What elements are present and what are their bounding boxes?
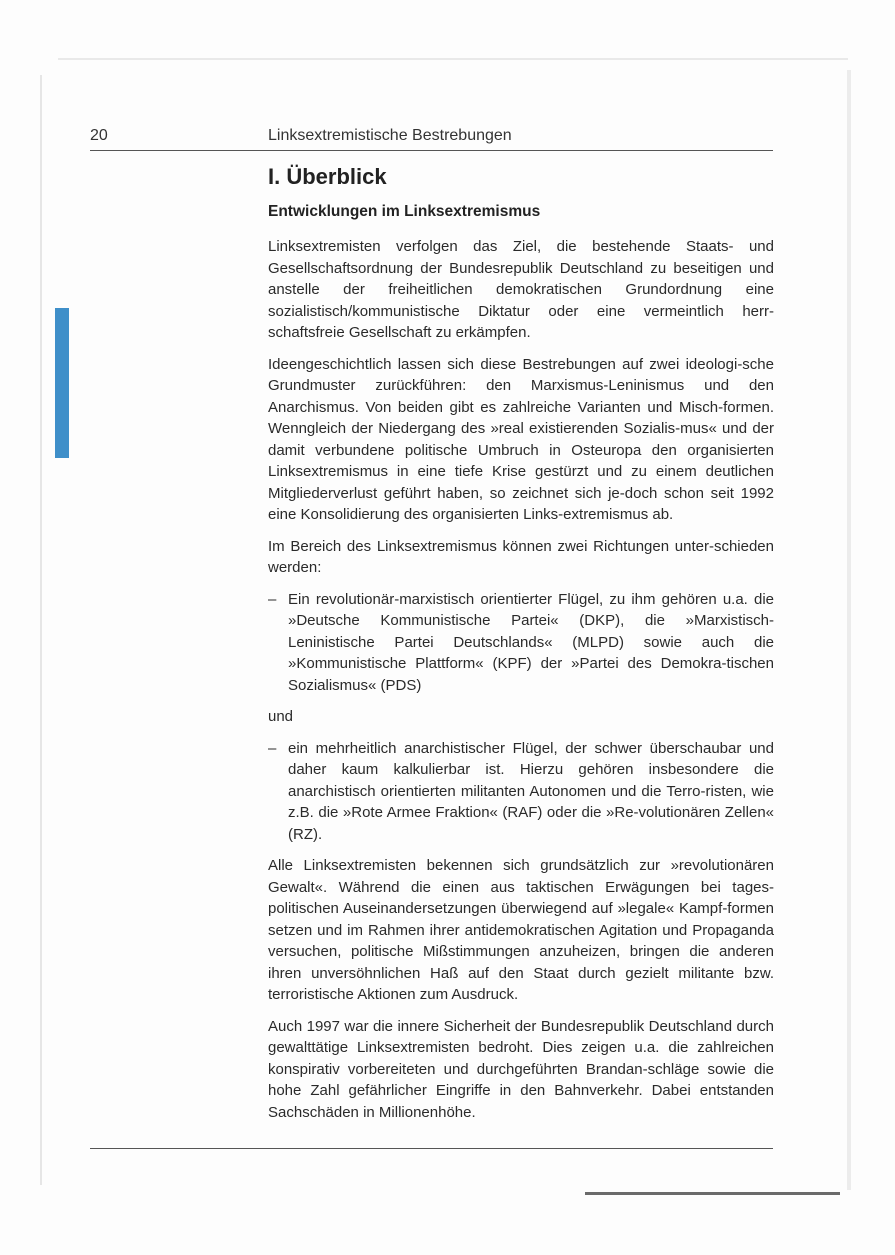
paragraph-2: Ideengeschichtlich lassen sich diese Bestrebungen auf zwei ideologi-sche Grundmuster zurückführen: den Marxismus-Leninismus und den Anarchismus. Von beiden gibt es zahlreiche Varianten und Misch-formen. Wenngleich der Niedergang des »real existierenden Sozialis-mus« und der damit verbundene politische Umbruch in Osteuropa den organisierten Linksextremismus in eine tiefe Krise gestürzt und zu einem deutlichen Mitgliederverlust geführt haben, so zeichnet sich je-doch schon seit 1992 eine Konsolidierung des organisierten Links-extremismus ab. bbox=[268, 355, 774, 523]
page-number: 20 bbox=[90, 127, 108, 144]
dash-list-1 bbox=[268, 589, 774, 697]
footer-rule bbox=[90, 1148, 773, 1149]
running-head: Linksextremistische Bestrebungen bbox=[268, 127, 512, 144]
paragraph-5: Auch 1997 war die innere Sicherheit der Bundesrepublik Deutschland durch gewalttätige Linksextremisten bedroht. Dies zeigen u.a. die zahlreichen konspirativ vorbereiteten und durchgeführten Brandan-schläge sowie die hohe Zahl gefährlicher Eingriffe in den Bahnverkehr. Dabei entstanden Sachschäden in Millionenhöhe. bbox=[268, 1017, 774, 1121]
list-item: – ein mehrheitlich anarchistischer Flügel, der schwer überschaubar und daher kaum kalkulierbar ist. Hierzu gehören insbesondere die anarchistisch orientierten militanten Autonomen und die Terro-risten, wie z.B. die »Rote Armee Fraktion« (RAF) oder die »Re-volutionären Zellen« (RZ). bbox=[268, 738, 774, 846]
section-accent-bar bbox=[55, 308, 69, 458]
paragraph-4: Alle Linksextremisten bekennen sich grundsätzlich zur »revolutionären Gewalt«. Während die einen aus taktischen Erwägungen bei tages-politischen Auseinandersetzungen überwiegend auf »legale« Kampf-formen setzen und im Rahmen ihrer antidemokratischen Agitation und Propaganda versuchen, politische Mißstimmungen anzuheizen, bringen die anderen ihren unversöhnlichen Haß auf den Staat durch gezielt militante bzw. terroristische Aktionen zum Ausdruck. bbox=[268, 857, 774, 1003]
dash-list-2 bbox=[268, 738, 774, 846]
header-rule bbox=[90, 150, 773, 151]
scan-bottom-edge bbox=[585, 1192, 840, 1195]
section-title: I. Überblick bbox=[268, 164, 387, 189]
conjunction-text: und bbox=[268, 708, 294, 725]
scan-left-edge bbox=[40, 75, 42, 1185]
paragraph-1: Linksextremisten verfolgen das Ziel, die bestehende Staats- und Gesellschaftsordnung der Bundesrepublik Deutschland zu beseitigen und anstelle der freiheitlichen demokratischen Grundordnung eine sozialistisch/kommunistische Diktatur oder eine vermeintlich herr-schaftsfreie Gesellschaft zu erkämpfen. bbox=[268, 238, 774, 341]
page-content bbox=[268, 160, 774, 1133]
paragraph-3: Im Bereich des Linksextremismus können zwei Richtungen unter-schieden werden: bbox=[268, 537, 774, 576]
scan-top-edge bbox=[58, 58, 848, 60]
section-subtitle: Entwicklungen im Linksextremismus bbox=[268, 203, 541, 220]
list-item: – Ein revolutionär-marxistisch orientierter Flügel, zu ihm gehören u.a. die »Deutsche Kommunistische Partei« (DKP), die »Marxistisch-Leninistische Partei Deutschlands« (MLPD) sowie auch die »Kommunistische Plattform« (KPF) der »Partei des Demokra-tischen Sozialismus« (PDS) bbox=[268, 589, 774, 697]
scan-right-edge bbox=[847, 70, 851, 1190]
